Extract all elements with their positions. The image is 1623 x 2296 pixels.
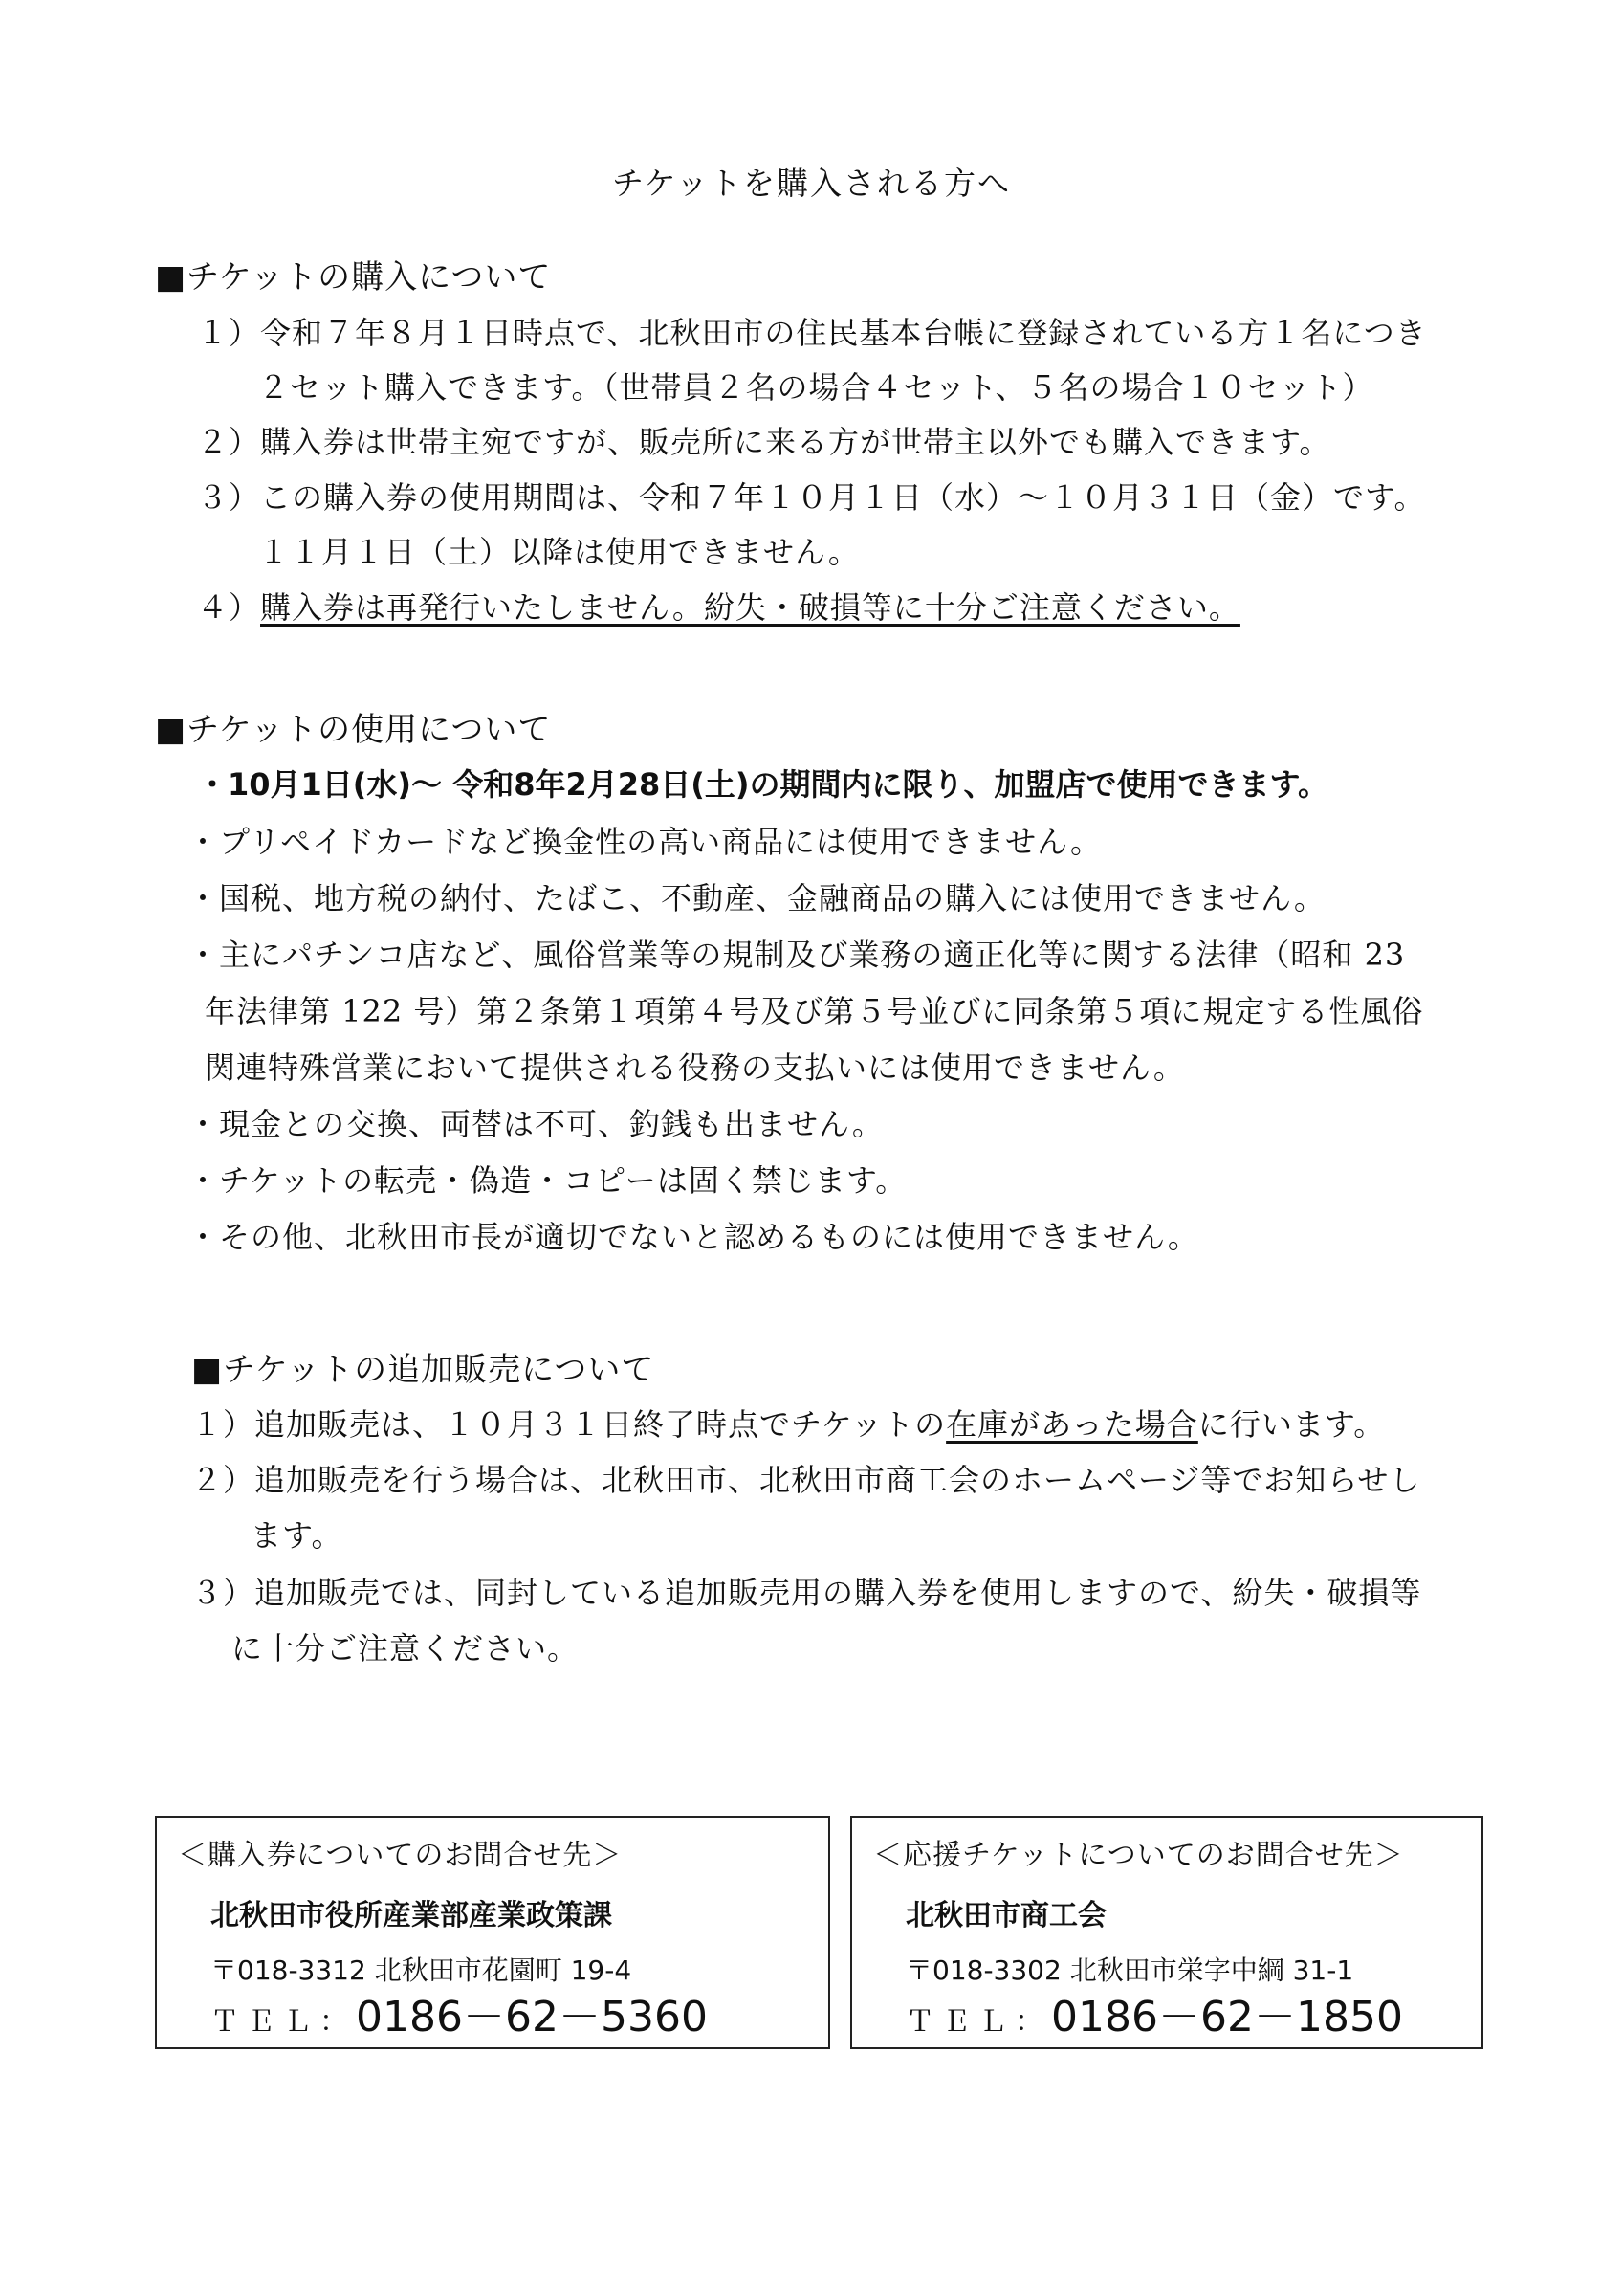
contact-phone-number: 0186－62－5360 bbox=[356, 1993, 708, 2042]
contact-heading: ＜応援チケットについてのお問合せ先＞ bbox=[873, 1839, 1404, 1872]
purchase-item-1: １）令和７年８月１日時点で、北秋田市の住民基本台帳に登録されている方１名につき bbox=[197, 315, 1427, 351]
additional-item-1 bbox=[191, 1401, 1385, 1445]
usage-bullet-4: ・現金との交換、両替は不可、釣銭も出ません。 bbox=[187, 1106, 884, 1142]
usage-bullet-3-cont-2: 関連特殊営業において提供される役務の支払いには使用できません。 bbox=[205, 1049, 1185, 1086]
contact-box-purchase-ticket bbox=[155, 1816, 830, 2049]
additional-item-1-pre: １）追加販売は、１０月３１日終了時点でチケットの bbox=[191, 1406, 947, 1443]
usage-bullet-3: ・主にパチンコ店など、風俗営業等の規制及び業務の適正化等に関する法律（昭和 23 bbox=[187, 937, 1406, 973]
contact-phone bbox=[210, 1982, 708, 2043]
purchase-item-4-underlined: 購入券は再発行いたしません。紛失・破損等に十分ご注意ください。 bbox=[260, 589, 1240, 626]
purchase-heading: ■チケットの購入について bbox=[155, 258, 552, 297]
contact-box-support-ticket bbox=[850, 1816, 1483, 2049]
purchase-item-3: ３）この購入券の使用期間は、令和７年１０月１日（水）～１０月３１日（金）です。 bbox=[197, 479, 1426, 516]
additional-item-3-cont: に十分ご注意ください。 bbox=[231, 1630, 580, 1667]
additional-heading: ■チケットの追加販売について bbox=[191, 1351, 655, 1389]
usage-bullet-5: ・チケットの転売・偽造・コピーは固く禁じます。 bbox=[187, 1162, 908, 1199]
usage-period-note: ・10月1日(水)～ 令和8年2月28日(土)の期間内に限り、加盟店で使用できます。 bbox=[197, 766, 1328, 803]
additional-item-1-underlined: 在庫があった場合 bbox=[946, 1406, 1198, 1443]
contact-heading: ＜購入券についてのお問合せ先＞ bbox=[178, 1839, 623, 1872]
usage-bullet-6: ・その他、北秋田市長が適切でないと認めるものには使用できません。 bbox=[187, 1219, 1199, 1255]
purchase-item-1-cont: ２セット購入できます。（世帯員２名の場合４セット、５名の場合１０セット） bbox=[258, 369, 1374, 406]
usage-heading: ■チケットの使用について bbox=[155, 711, 552, 749]
contact-organization: 北秋田市商工会 bbox=[906, 1899, 1107, 1932]
usage-bullet-1: ・プリペイドカードなど換金性の高い商品には使用できません。 bbox=[187, 824, 1103, 860]
purchase-item-3-cont: １１月１日（土）以降は使用できません。 bbox=[258, 534, 860, 570]
contact-address: 〒018-3312 北秋田市花園町 19-4 bbox=[210, 1954, 632, 1986]
additional-item-2: ２）追加販売を行う場合は、北秋田市、北秋田市商工会のホームページ等でお知らせし bbox=[191, 1462, 1421, 1498]
contact-organization: 北秋田市役所産業部産業政策課 bbox=[210, 1899, 612, 1932]
additional-item-1-post: に行います。 bbox=[1197, 1406, 1386, 1443]
contact-address: 〒018-3302 北秋田市栄字中綱 31-1 bbox=[906, 1954, 1354, 1986]
contact-phone bbox=[906, 1982, 1403, 2043]
contact-phone-number: 0186－62－1850 bbox=[1051, 1993, 1403, 2042]
contact-phone-label: ＴＥＬ： bbox=[210, 2005, 356, 2039]
additional-item-2-cont: ます。 bbox=[251, 1517, 343, 1554]
usage-bullet-2: ・国税、地方税の納付、たばこ、不動産、金融商品の購入には使用できません。 bbox=[187, 880, 1326, 916]
purchase-item-2: ２）購入券は世帯主宛ですが、販売所に来る方が世帯主以外でも購入できます。 bbox=[197, 424, 1331, 460]
purchase-item-4-prefix: ４） bbox=[197, 589, 261, 626]
purchase-item-4 bbox=[197, 584, 1240, 628]
usage-bullet-3-cont-1: 年法律第 122 号）第２条第１項第４号及び第５号並びに同条第５項に規定する性風俗 bbox=[205, 993, 1424, 1029]
page-title: チケットを購入される方へ bbox=[611, 165, 1012, 202]
contact-phone-label: ＴＥＬ： bbox=[906, 2005, 1051, 2039]
additional-item-3: ３）追加販売では、同封している追加販売用の購入券を使用しますので、紛失・破損等 bbox=[191, 1575, 1422, 1611]
